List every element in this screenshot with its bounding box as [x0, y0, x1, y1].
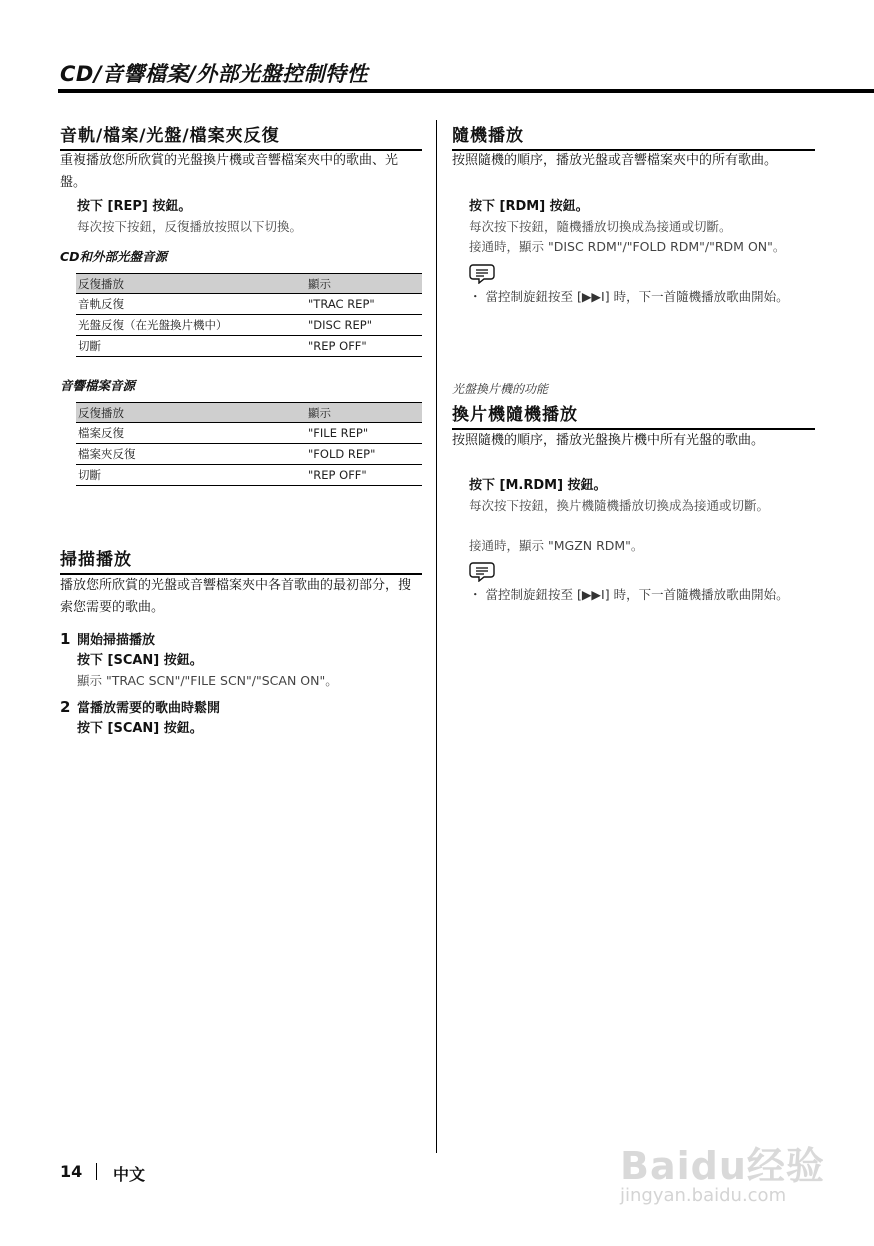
table-row [76, 315, 422, 336]
note-speech-icon [469, 560, 495, 582]
table-cell: 切斷 [76, 336, 306, 357]
table-cell: 光盤反復（在光盤換片機中） [76, 315, 306, 336]
step-action: 按下 [SCAN] 按鈕。 [77, 653, 203, 668]
table-cell: 檔案夾反復 [76, 444, 306, 465]
page-number: 14 [60, 1162, 83, 1181]
step-title: 開始掃描播放 [77, 633, 156, 648]
section-title-magazine: 換片機隨機播放 [452, 400, 815, 430]
magazine-description: 按照隨機的順序，播放光盤換片機中所有光盤的歌曲。 [452, 433, 765, 448]
table-header: 顯示 [306, 403, 422, 423]
watermark-url: jingyan.baidu.com [620, 1185, 787, 1206]
footer-separator [96, 1163, 97, 1180]
table-row [76, 423, 422, 444]
section-title-scan: 掃描播放 [60, 545, 422, 575]
table-cell: "FOLD REP" [306, 444, 422, 465]
random-step-note-1: 每次按下按鈕，隨機播放切換成為接通或切斷。 [469, 219, 732, 234]
magazine-step-note-2: 接通時，顯示 "MGZN RDM"。 [469, 538, 644, 553]
cd-repeat-table [76, 273, 422, 357]
random-step-action: 按下 [RDM] 按鈕。 [469, 199, 589, 214]
table-header: 顯示 [306, 274, 422, 294]
table-row [76, 465, 422, 486]
section-title-repeat: 音軌/檔案/光盤/檔案夾反復 [60, 121, 422, 151]
file-source-label: 音響檔案音源 [60, 378, 136, 393]
table-cell: "TRAC REP" [306, 294, 422, 315]
table-header: 反復播放 [76, 274, 306, 294]
table-cell: "REP OFF" [306, 336, 422, 357]
table-row [76, 294, 422, 315]
watermark-logo: Baidu经验 [620, 1144, 825, 1188]
repeat-description: 重複播放您所欣賞的光盤換片機或音響檔案夾中的歌曲、光盤。 [60, 153, 399, 190]
random-step-note-2: 接通時，顯示 "DISC RDM"/"FOLD RDM"/"RDM ON"。 [469, 239, 786, 254]
section-title-random: 隨機播放 [452, 121, 815, 151]
table-cell: 檔案反復 [76, 423, 306, 444]
cd-source-label: CD和外部光盤音源 [60, 249, 168, 264]
column-divider [436, 120, 437, 1153]
repeat-step-note: 每次按下按鈕，反復播放按照以下切換。 [77, 219, 303, 234]
random-note: ・ 當控制旋鈕按至 [▶▶I] 時，下一首隨機播放歌曲開始。 [469, 289, 789, 304]
scan-description: 播放您所欣賞的光盤或音響檔案夾中各首歌曲的最初部分，搜索您需要的歌曲。 [60, 578, 412, 615]
step-note: 顯示 "TRAC SCN"/"FILE SCN"/"SCAN ON"。 [77, 673, 338, 688]
table-cell: 切斷 [76, 465, 306, 486]
footer-language: 中文 [113, 1165, 146, 1184]
table-row [76, 444, 422, 465]
step-title: 當播放需要的歌曲時鬆開 [77, 701, 221, 716]
page-title: CD/音響檔案/外部光盤控制特性 [60, 62, 369, 86]
magazine-step-note-1: 每次按下按鈕，換片機隨機播放切換成為接通或切斷。 [469, 498, 770, 513]
step-number: 2 [60, 698, 71, 716]
magazine-note: ・ 當控制旋鈕按至 [▶▶I] 時，下一首隨機播放歌曲開始。 [469, 587, 789, 602]
table-cell: "DISC REP" [306, 315, 422, 336]
table-row [76, 336, 422, 357]
title-rule [58, 89, 874, 93]
step-action: 按下 [SCAN] 按鈕。 [77, 721, 203, 736]
repeat-step-action: 按下 [REP] 按鈕。 [77, 199, 192, 214]
magazine-step-action: 按下 [M.RDM] 按鈕。 [469, 478, 607, 493]
magazine-kicker: 光盤換片機的功能 [452, 382, 549, 396]
table-cell: "FILE REP" [306, 423, 422, 444]
random-description: 按照隨機的順序，播放光盤或音響檔案夾中的所有歌曲。 [452, 153, 778, 168]
file-repeat-table [76, 402, 422, 486]
step-number: 1 [60, 630, 71, 648]
table-cell: 音軌反復 [76, 294, 306, 315]
note-speech-icon [469, 262, 495, 284]
table-header: 反復播放 [76, 403, 306, 423]
table-cell: "REP OFF" [306, 465, 422, 486]
